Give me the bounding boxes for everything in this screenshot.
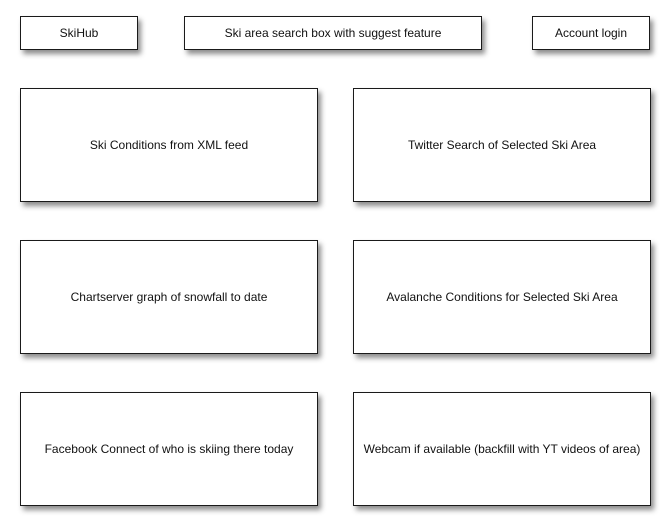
account-login-label: Account login [554,26,628,40]
twitter-search-widget [353,88,651,202]
avalanche-conditions-label: Avalanche Conditions for Selected Ski Area [386,290,618,304]
webcam-widget [353,392,651,506]
facebook-connect-widget [20,392,318,506]
skihub-logo-label: SkiHub [59,26,99,40]
twitter-search-label: Twitter Search of Selected Ski Area [407,138,597,152]
facebook-connect-label: Facebook Connect of who is skiing there today [44,442,294,456]
webcam-label: Webcam if available (backfill with YT videos of area) [363,442,641,456]
snowfall-graph-label: Chartserver graph of snowfall to date [70,290,268,304]
ski-conditions-label: Ski Conditions from XML feed [89,138,249,152]
avalanche-conditions-widget [353,240,651,354]
ski-conditions-widget [20,88,318,202]
ski-area-search-label: Ski area search box with suggest feature [224,26,442,40]
account-login-box[interactable] [532,16,650,50]
ski-area-search-box[interactable] [184,16,482,50]
snowfall-graph-widget [20,240,318,354]
skihub-logo-box[interactable] [20,16,138,50]
